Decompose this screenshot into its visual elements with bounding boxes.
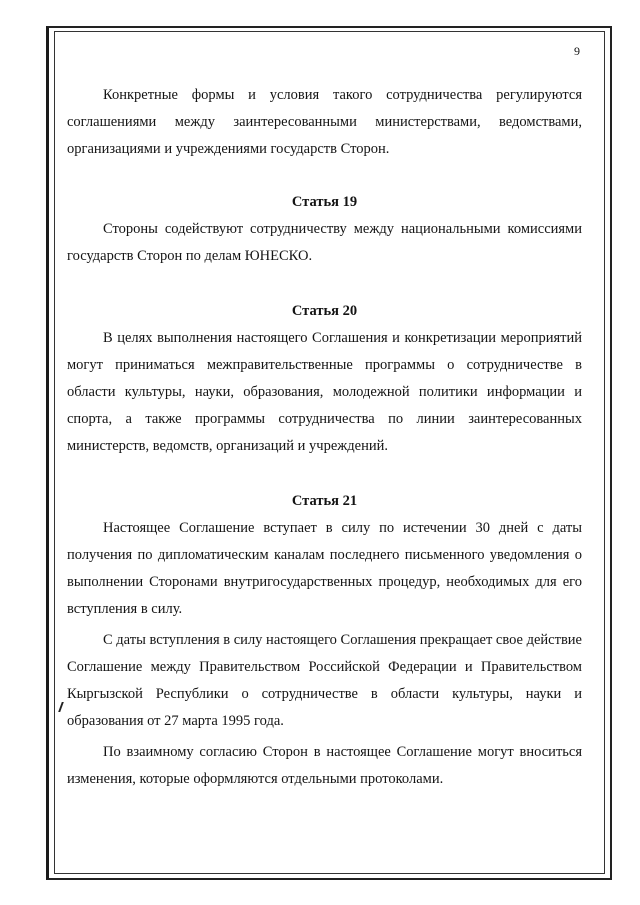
article-19-heading: Статья 19 <box>291 194 358 210</box>
page-number: 9 <box>574 44 580 58</box>
article-21-paragraph-3: По взаимному согласию Сторон в настоящее Соглашение могут вноситься изменения, которые оформляются отдельными протоколами. <box>67 744 582 787</box>
article-19-paragraph: Стороны содействуют сотрудничеству между национальными комиссиями государств Сторон по делам ЮНЕСКО. <box>67 221 582 264</box>
document-body <box>67 82 582 793</box>
article-21-heading: Статья 21 <box>291 493 358 509</box>
article-20-paragraph: В целях выполнения настоящего Соглашения и конкретизации мероприятий могут приниматься межправительственные программы о сотрудничестве в области культуры, науки, образования, молодежной политики информации и спорта, а также программы сотрудничества по линии заинтересованных министерств, ведомств, организаций и учреждений. <box>67 330 582 454</box>
article-20-heading: Статья 20 <box>291 303 358 319</box>
article-21-paragraph-2: С даты вступления в силу настоящего Соглашения прекращает свое действие Соглашение между Правительством Российской Федерации и Правительством Кыргызской Республики о сотрудничестве в области культуры, науки и образования от 27 марта 1995 года. <box>67 632 582 729</box>
paragraph-intro: Конкретные формы и условия такого сотрудничества регулируются соглашениями между заинтересованными министерствами, ведомствами, организациями и учреждениями государств Сторон. <box>67 87 582 157</box>
article-21-paragraph-1: Настоящее Соглашение вступает в силу по истечении 30 дней с даты получения по дипломатическим каналам последнего письменного уведомления о выполнении Сторонами внутригосударственных процедур, необходимых для его вступления в силу. <box>67 520 582 617</box>
